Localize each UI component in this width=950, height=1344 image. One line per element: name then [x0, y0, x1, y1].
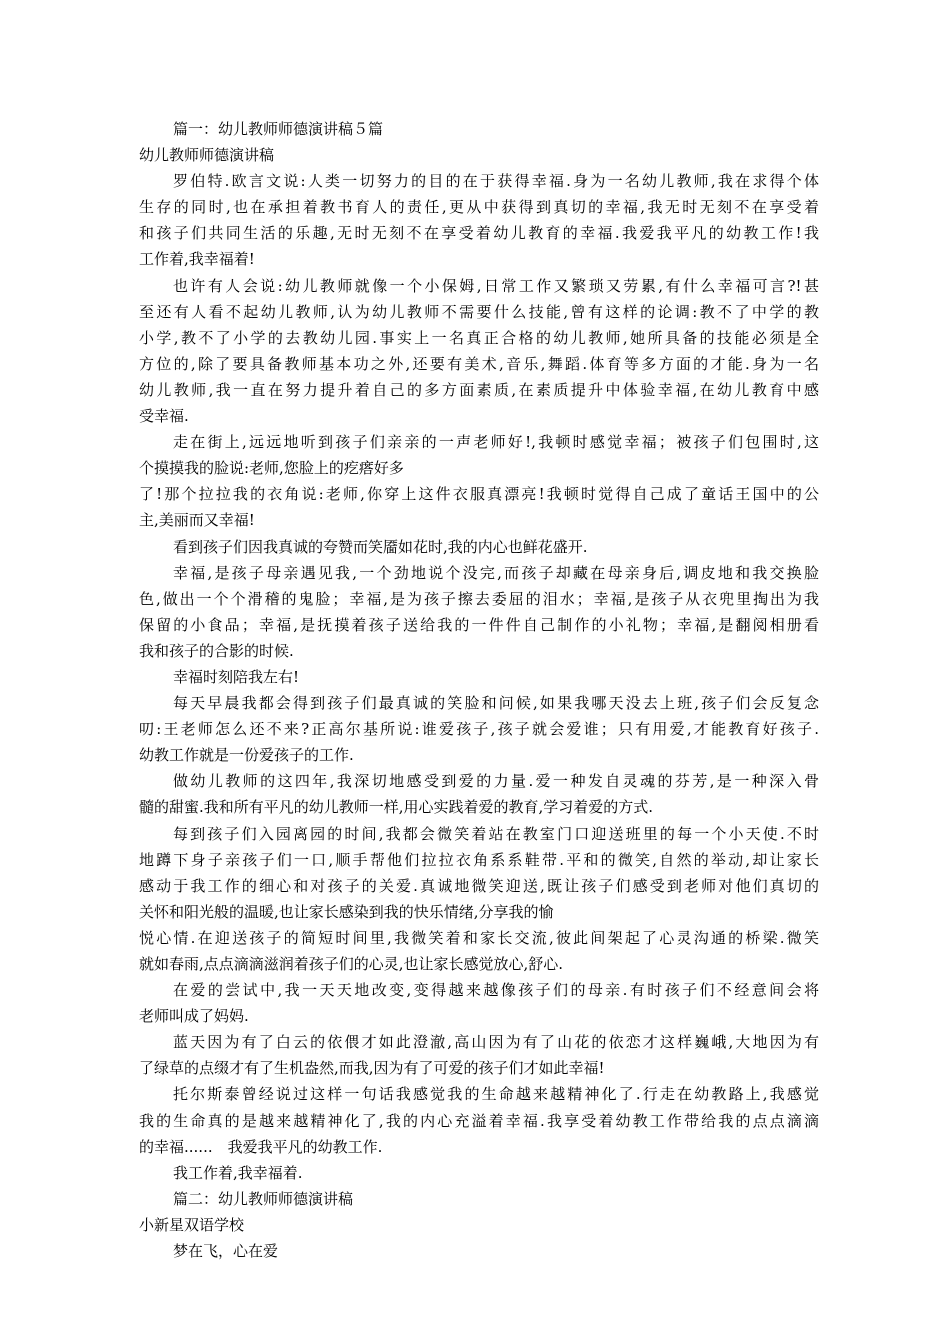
text-line: 受幸福. — [139, 407, 189, 426]
text-line: 托尔斯泰曾经说过这样一句话我感觉我的生命越来越精神化了.行走在幼教路上,我感觉 — [173, 1085, 819, 1104]
text-line: 小新星双语学校 — [139, 1215, 245, 1234]
text-line: 篇一：幼儿教师师德演讲稿５篇 — [173, 120, 384, 138]
text-line: 做幼儿教师的这四年,我深切地感受到爱的力量.爱一种发自灵魂的芬芳,是一种深入骨 — [173, 772, 819, 791]
text-line: 走在街上,远远地听到孩子们亲亲的一声老师好!,我顿时感觉幸福；被孩子们包围时,这 — [173, 433, 819, 452]
text-line: 工作着,我幸福着! — [139, 250, 255, 269]
text-line: 在爱的尝试中,我一天天地改变,变得越来越像孩子们的母亲.有时孩子们不经意间会将 — [173, 981, 819, 1000]
text-line: 梦在飞，心在爱 — [173, 1242, 279, 1261]
text-line: 的幸福...... 我爱我平凡的幼教工作. — [139, 1137, 383, 1156]
text-line: 我工作着,我幸福着. — [173, 1163, 303, 1182]
text-line: 幼儿教师,我一直在努力提升着自己的多方面素质,在素质提升中体验幸福,在幼儿教育中感 — [139, 380, 819, 399]
text-line: 幸福,是孩子母亲遇见我,一个劲地说个没完,而孩子却藏在母亲身后,调皮地和我交换脸 — [173, 563, 819, 582]
document-body — [139, 116, 819, 1264]
text-line: 老师叫成了妈妈. — [139, 1007, 249, 1026]
text-line: 关怀和阳光般的温暖,也让家长感染到我的快乐情绪,分享我的愉 — [139, 902, 554, 921]
text-line: 主,美丽而又幸福! — [139, 511, 255, 530]
text-line: 感动于我工作的细心和对孩子的关爱.真诚地微笑迎送,既让孩子们感受到老师对他们真切的 — [139, 876, 819, 895]
text-line: 罗伯特.欧言文说:人类一切努力的目的在于获得幸福.身为一名幼儿教师,我在求得个体 — [173, 172, 819, 191]
text-line: 小学,教不了小学的去教幼儿园.事实上一名真正合格的幼儿教师,她所具备的技能必须是全 — [139, 328, 819, 347]
text-line: 我的生命真的是越来越精神化了,我的内心充溢着幸福.我享受着幼教工作带给我的点点滴滴 — [139, 1111, 819, 1130]
text-line: 方位的,除了要具备教师基本功之外,还要有美术,音乐,舞蹈.体育等多方面的才能.身为一名 — [139, 354, 819, 373]
text-line: 悦心情.在迎送孩子的简短时间里,我微笑着和家长交流,彼此间架起了心灵沟通的桥梁.微笑 — [139, 928, 819, 947]
text-line: 了绿草的点缀才有了生机盎然,而我,因为有了可爱的孩子们才如此幸福! — [139, 1059, 605, 1078]
text-line: 叨:王老师怎么还不来?正高尔基所说:谁爱孩子,孩子就会爱谁；只有用爱,才能教育好孩子. — [139, 720, 819, 739]
text-line: 看到孩子们因我真诚的夸赞而笑靥如花时,我的内心也鲜花盛开. — [173, 537, 588, 556]
text-line: 我和孩子的合影的时候. — [139, 641, 294, 660]
text-line: 每到孩子们入园离园的时间,我都会微笑着站在教室门口迎送班里的每一个小天使.不时 — [173, 824, 819, 843]
text-line: 篇二：幼儿教师师德演讲稿 — [173, 1189, 354, 1208]
text-line: 个摸摸我的脸说:老师,您脸上的疙瘩好多 — [139, 459, 404, 478]
text-line: 每天早晨我都会得到孩子们最真诚的笑脸和问候,如果我哪天没去上班,孩子们会反复念 — [173, 694, 819, 713]
text-line: 地蹲下身子亲孩子们一口,顺手帮他们拉拉衣角系系鞋带.平和的微笑,自然的举动,却让家长 — [139, 850, 819, 869]
text-line: 色,做出一个个滑稽的鬼脸；幸福,是为孩子擦去委屈的泪水；幸福,是孩子从衣兜里掏出为我 — [139, 589, 819, 608]
text-line: 髓的甜蜜.我和所有平凡的幼儿教师一样,用心实践着爱的教育,学习着爱的方式. — [139, 798, 654, 817]
text-line: 幸福时刻陪我左右! — [173, 667, 300, 686]
text-line: 蓝天因为有了白云的依偎才如此澄澈,高山因为有了山花的依恋才这样巍峨,大地因为有 — [173, 1033, 819, 1052]
text-line: 幼教工作就是一份爱孩子的工作. — [139, 746, 354, 765]
text-line: 了!那个拉拉我的衣角说:老师,你穿上这件衣服真漂亮!我顿时觉得自己成了童话王国中的公 — [139, 485, 819, 504]
text-line: 也许有人会说:幼儿教师就像一个小保姆,日常工作又繁琐又劳累,有什么幸福可言?!甚 — [173, 276, 819, 295]
text-line: 保留的小食品；幸福,是抚摸着孩子送给我的一件件自己制作的小礼物；幸福,是翻阅相册看 — [139, 615, 819, 634]
text-line: 幼儿教师师德演讲稿 — [139, 146, 275, 165]
text-line: 至还有人看不起幼儿教师,认为幼儿教师不需要什么技能,曾有这样的论调:教不了中学的教 — [139, 302, 819, 321]
text-line: 和孩子们共同生活的乐趣,无时无刻不在享受着幼儿教育的幸福.我爱我平凡的幼教工作!我 — [139, 224, 819, 243]
text-line: 就如春雨,点点滴滴滋润着孩子们的心灵,也让家长感觉放心,舒心. — [139, 955, 564, 973]
text-line: 生存的同时,也在承担着教书育人的责任,更从中获得到真切的幸福,我无时无刻不在享受着 — [139, 198, 819, 217]
